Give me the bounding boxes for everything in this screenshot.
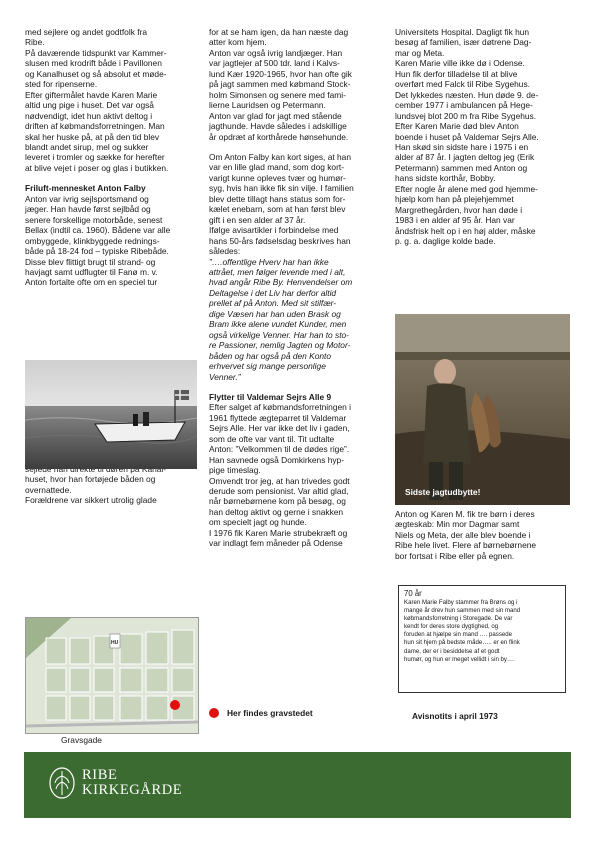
logo-line-1: RIBE	[82, 767, 118, 783]
hunter-photo	[395, 314, 570, 505]
flytter-text: Efter salget af købmandsforretningen i 1961 flyttede ægteparret til Valdemar Sejrs Alle. Her var ikke det liv i gaden, som de ofte var vant til. Tit udtalte Anton: ”Velkommen til de dødes rige”. Han savnede også Domkirkens hyp- pige timeslag. Omvendt tror jeg, at han trivedes godt derude som pensionist. Var altid glad, når børnebørnene kom på besøg, og han deltog aktivt og gerne i snakken om specielt jagt og hunde. I 1976 fik Karen Marie strubekræft og var indlagt fem måneder på Odense	[209, 402, 351, 549]
landjaeger-text: for at se ham igen, da han næste dag atter kom hjem. Anton var også ivrig landjæger. Han var jagtlejer af 500 tdr. land i Kalvs- lund Kær 1920-1965, hvor han ofte gik på jagt sammen med købmand Stock- holm Simonsen og senere med fami- lierne Lauridsen og Petermann. Anton var glad for jagt med stående jagthunde. Havde således i adskillige år opdræt af korthårede hønsehunde.	[209, 27, 352, 142]
cemetery-map	[25, 617, 199, 734]
newspaper-notice-caption: Avisnotits i april 1973	[412, 711, 498, 721]
anniversary-notice-box	[398, 585, 566, 693]
anniversary-title: 70 år	[404, 589, 422, 598]
intro-text: med sejlere og andet godtfolk fra Ribe. På daværende tidspunkt var Kammer- slusen med krodrift både i Pavillonen og Kanalhuset og så absolut et møde- sted for ripenserne. Efter giftermålet havde Karen Marie altid ung pige i huset. Det var også nødvendigt, idet hun aktivt deltog i driften af købmandsforretningen. Man skal her huske på, at på den tid blev blandt andet sirup, mel og sukker leveret i tromler og sække for herefter at blive vejet i poser og glas i butikken.	[25, 27, 169, 173]
storm-story-text: huset, hvor han fortøjede båden og overnattede. Forældrene var sikkert utrolig glade	[25, 474, 157, 505]
leaf-emblem-icon	[48, 766, 76, 800]
map-hu-label: HU	[111, 640, 119, 646]
column-middle	[209, 27, 384, 549]
logo-line-2: KIRKEGÅRDE	[82, 782, 183, 798]
newspaper-quote: ”….offentlige Hverv har han ikke attrået, men følger levende med i alt, hvad angår Ribe By. Henvendelser om Deltagelse i det Liv har derfor altid prellet af på Anton. Med sit stilfær- dige Væsen har han uden Brask og Bram ikke alene vundet Kunder, men også virkelige Venner. Har han to sto- re Passioner, nemlig Jagten og Motor- båden og har også på den Konto erhvervet sig mange personlige Venner.”	[209, 256, 353, 382]
boat-photo	[25, 360, 197, 469]
grave-marker-legend	[209, 708, 313, 718]
friluft-text: Anton var ivrig sejlsportsmand og jæger. Han havde først sejlbåd og senere forskellige motorbåde, senest Bellax (indtil ca. 1960). Bådene var alle ombyggede, klinkbyggede rednings- både på 18-24 fod – typiske Ribebåde. Disse blev flittigt brugt til strand- og havjagt samt udflugter til Fanø m. v. Anton fortalte ofte om en speciel tur	[25, 193, 171, 288]
ribe-kirkegaarde-logo	[48, 766, 182, 800]
anniversary-text: Karen Marie Falby stammer fra Brøns og i mange år drev hun sammen med sin mand købmandsforretning i Storegade. De var kendt for deres store dygtighed, og foruden at hjælpe sin mand …. passede hun sit hjem på bedste måde….. er en flink dame, der er i besiddelse af et godt humør, og hun er meget vellidt i sin by….	[404, 599, 521, 663]
column-right	[395, 27, 570, 247]
children-text: Anton og Karen M. fik tre børn i deres ægteskab: Min mor Dagmar samt Niels og Meta, der alle blev boende i Ribe hele livet. Flere af børnebørnene bor fortsat i Ribe eller på egnen.	[395, 509, 537, 561]
children-block	[395, 509, 570, 561]
final-years-text: Universitets Hospital. Dagligt fik hun besøg af familien, især døtrene Dag- mar og Meta. Karen Marie ville ikke dø i Odense. Hun fik derfor tilladelse til at blive overført med Falck til Ribe Sygehus. Det lykkedes næsten. Hun døde 9. de- cember 1977 i ambulancen på Hege- lundsvej blot 200 m fra Ribe Sygehus. Efter Karen Marie død blev Anton boende i huset på Valdemar Sejrs Alle. Han skød sin sidste hare i 1975 i en alder af 87 år. I jagten deltog jeg (Erik Petermann) sammen med Anton og hans sidste korthår, Bobby. Efter nogle år alene med god hjemme- hjælp kom han på plejehjemmet Margrethegården, hvor han døde i 1983 i en alder af 95 år. Han var åndsfrisk helt op i en høj alder, måske p. g. a. daglige kolde bade.	[395, 27, 539, 247]
section-heading-flytter: Flytter til Valdemar Sejrs Alle 9	[209, 391, 332, 402]
grave-label: Her findes gravstedet	[227, 708, 313, 718]
character-text: Om Anton Falby kan kort siges, at han var en lille glad mand, som dog kort- varigt kunne opleves tvær og humør- syg, hvis han ikke fik sin vilje. I familien blev dette tillagt hans status som for- kælet enebarn, som at han først blev gift i en sen alder af 37 år. Ifølge avisartikler i forbindelse med hans 50-års fødselsdag beskrives han således:	[209, 151, 354, 257]
map-caption: Gravsgade	[61, 735, 102, 745]
hunter-photo-caption: Sidste jagtudbytte!	[405, 487, 481, 497]
red-dot-icon	[209, 708, 219, 718]
section-heading-friluft: Friluft-mennesket Anton Falby	[25, 183, 146, 194]
